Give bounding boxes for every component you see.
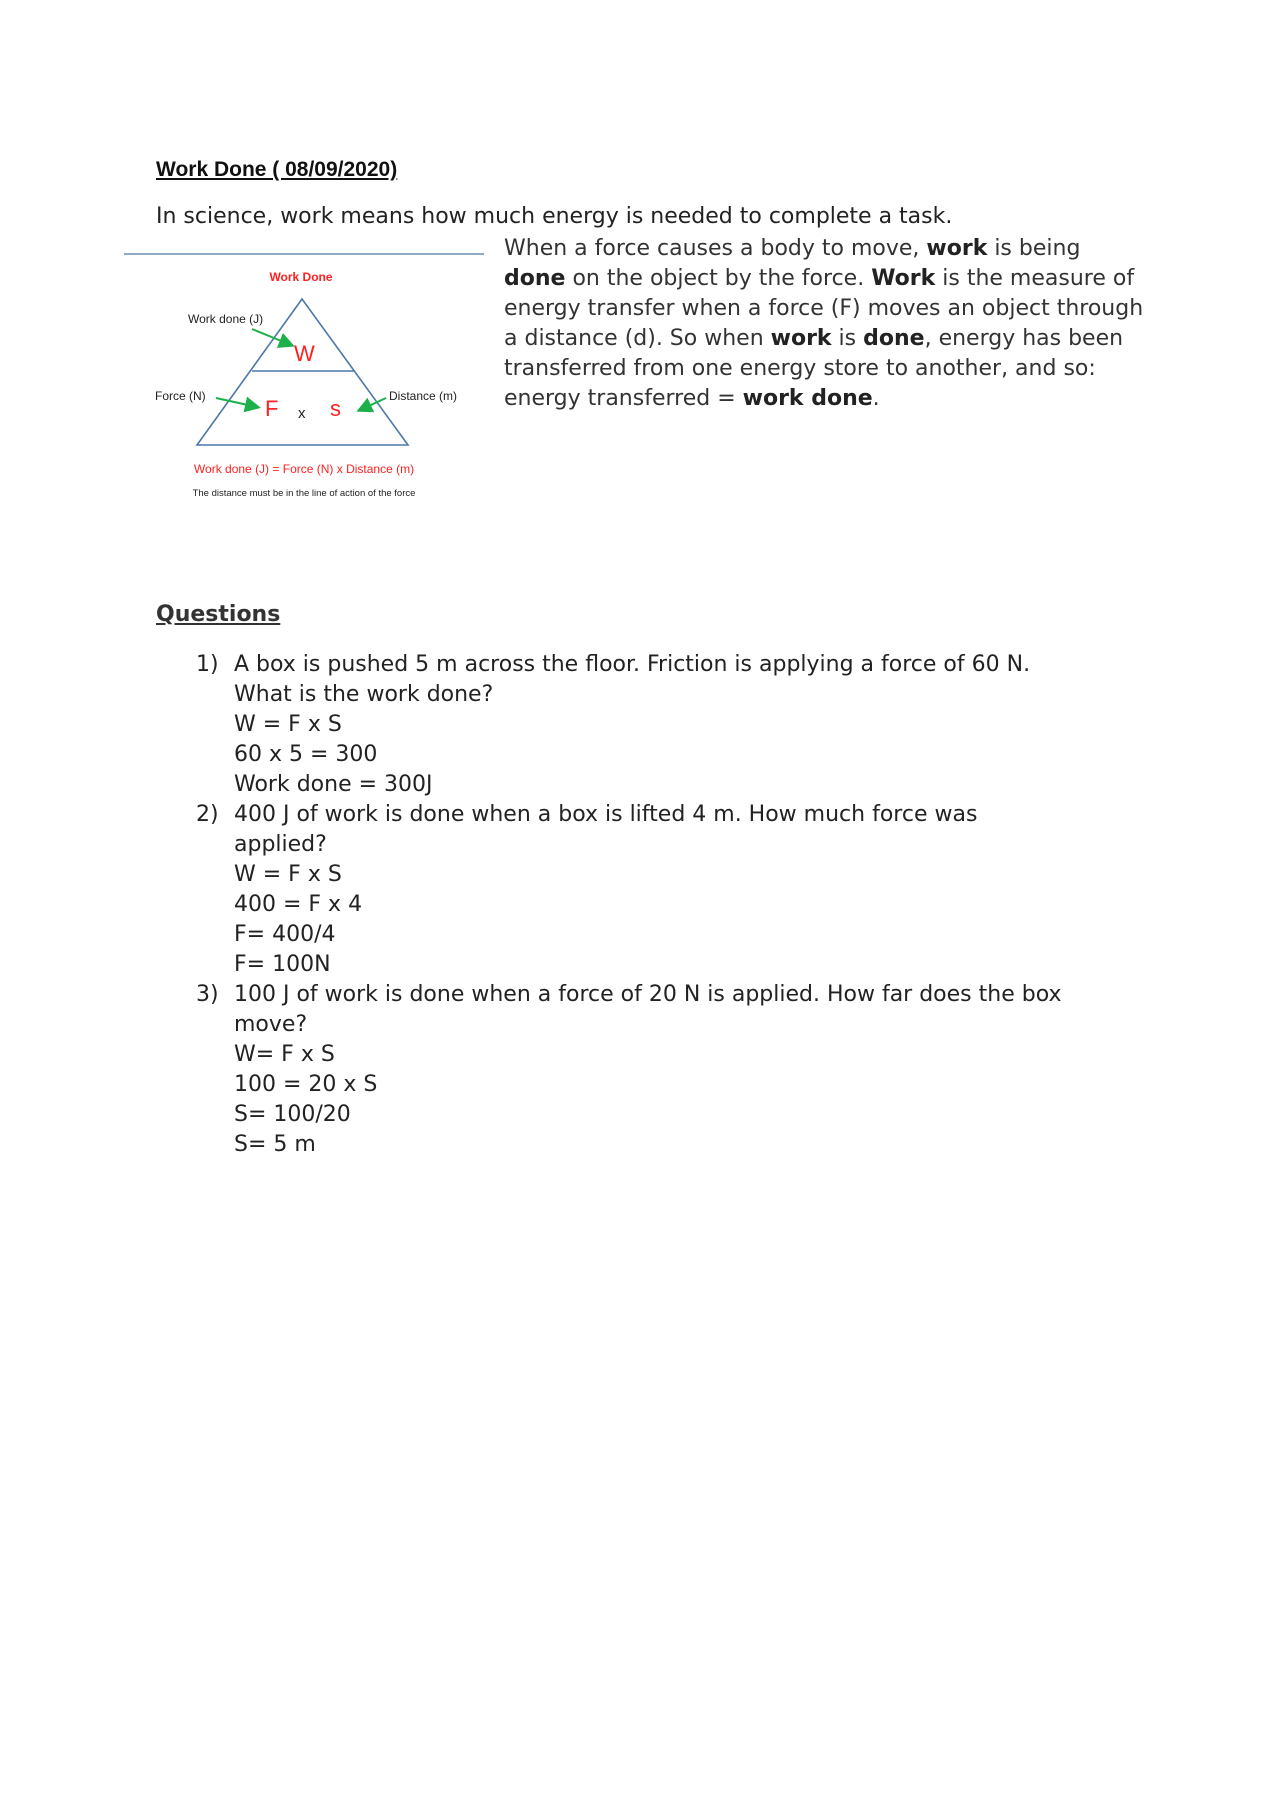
answer-line: W = F x S [234,862,342,887]
symbol-s: s [330,396,341,421]
paragraph-text: is [831,326,864,351]
question-text: 400 J of work is done when a box is lifted 4 m. How much force was [234,802,978,827]
questions-heading: Questions [156,602,281,627]
definition-paragraph [504,234,1144,414]
question-text: 100 J of work is done when a force of 20 N is applied. How far does the box [234,982,1062,1007]
question-number: 2) [196,802,219,827]
paragraph-text: When a force causes a body to move, [504,236,927,261]
bold-term: work done [742,386,873,411]
question-text: move? [234,1012,308,1037]
bold-term: done [504,266,566,291]
intro-text: In science, work means how much energy is needed to complete a task. [156,204,953,229]
answer-line: W= F x S [234,1042,335,1067]
questions-list [196,650,1196,1160]
paragraph-text: is the measure of energy transfer when a force (F) moves an object through a distance (d). So when [504,266,1144,351]
answer-line: F= 100N [234,952,331,977]
question-item [196,980,1196,1160]
paragraph-text: . [872,386,880,411]
symbol-w: W [294,341,315,366]
diagram-heading: Work Done [269,270,333,284]
question-body [234,650,1196,800]
page-title: Work Done ( 08/09/2020) [156,158,398,181]
question-item [196,650,1196,800]
answer-line: 100 = 20 x S [234,1072,378,1097]
work-done-triangle-diagram [124,240,494,510]
bold-term: work [926,236,988,261]
question-body [234,980,1196,1160]
question-item [196,800,1196,980]
paragraph-text: on the object by the force. [565,266,872,291]
label-distance: Distance (m) [389,389,458,403]
note-text: The distance must be in the line of action of the force [192,488,416,499]
label-force: Force (N) [155,389,206,403]
question-number: 3) [196,982,219,1007]
question-number: 1) [196,652,219,677]
arrow-force [216,398,257,407]
paragraph-text: , energy has been transferred from one energy store to another, and so: energy transferred = [504,326,1124,411]
formula-text: Work done (J) = Force (N) x Distance (m) [193,462,415,476]
symbol-f: F [265,396,279,421]
answer-line: 60 x 5 = 300 [234,742,378,767]
paragraph-text: is being [987,236,1081,261]
question-text: A box is pushed 5 m across the floor. Friction is applying a force of 60 N. [234,652,1031,677]
answer-line: F= 400/4 [234,922,336,947]
question-text: What is the work done? [234,682,494,707]
symbol-x: x [298,405,306,422]
question-text: applied? [234,832,327,857]
label-work-done: Work done (J) [188,312,264,326]
bold-term: work [770,326,832,351]
bold-term: done [863,326,925,351]
answer-line: S= 5 m [234,1132,316,1157]
question-body [234,800,1196,980]
answer-line: Work done = 300J [234,772,433,797]
bold-term: Work [871,266,936,291]
answer-line: W = F x S [234,712,342,737]
answer-line: 400 = F x 4 [234,892,363,917]
answer-line: S= 100/20 [234,1102,351,1127]
